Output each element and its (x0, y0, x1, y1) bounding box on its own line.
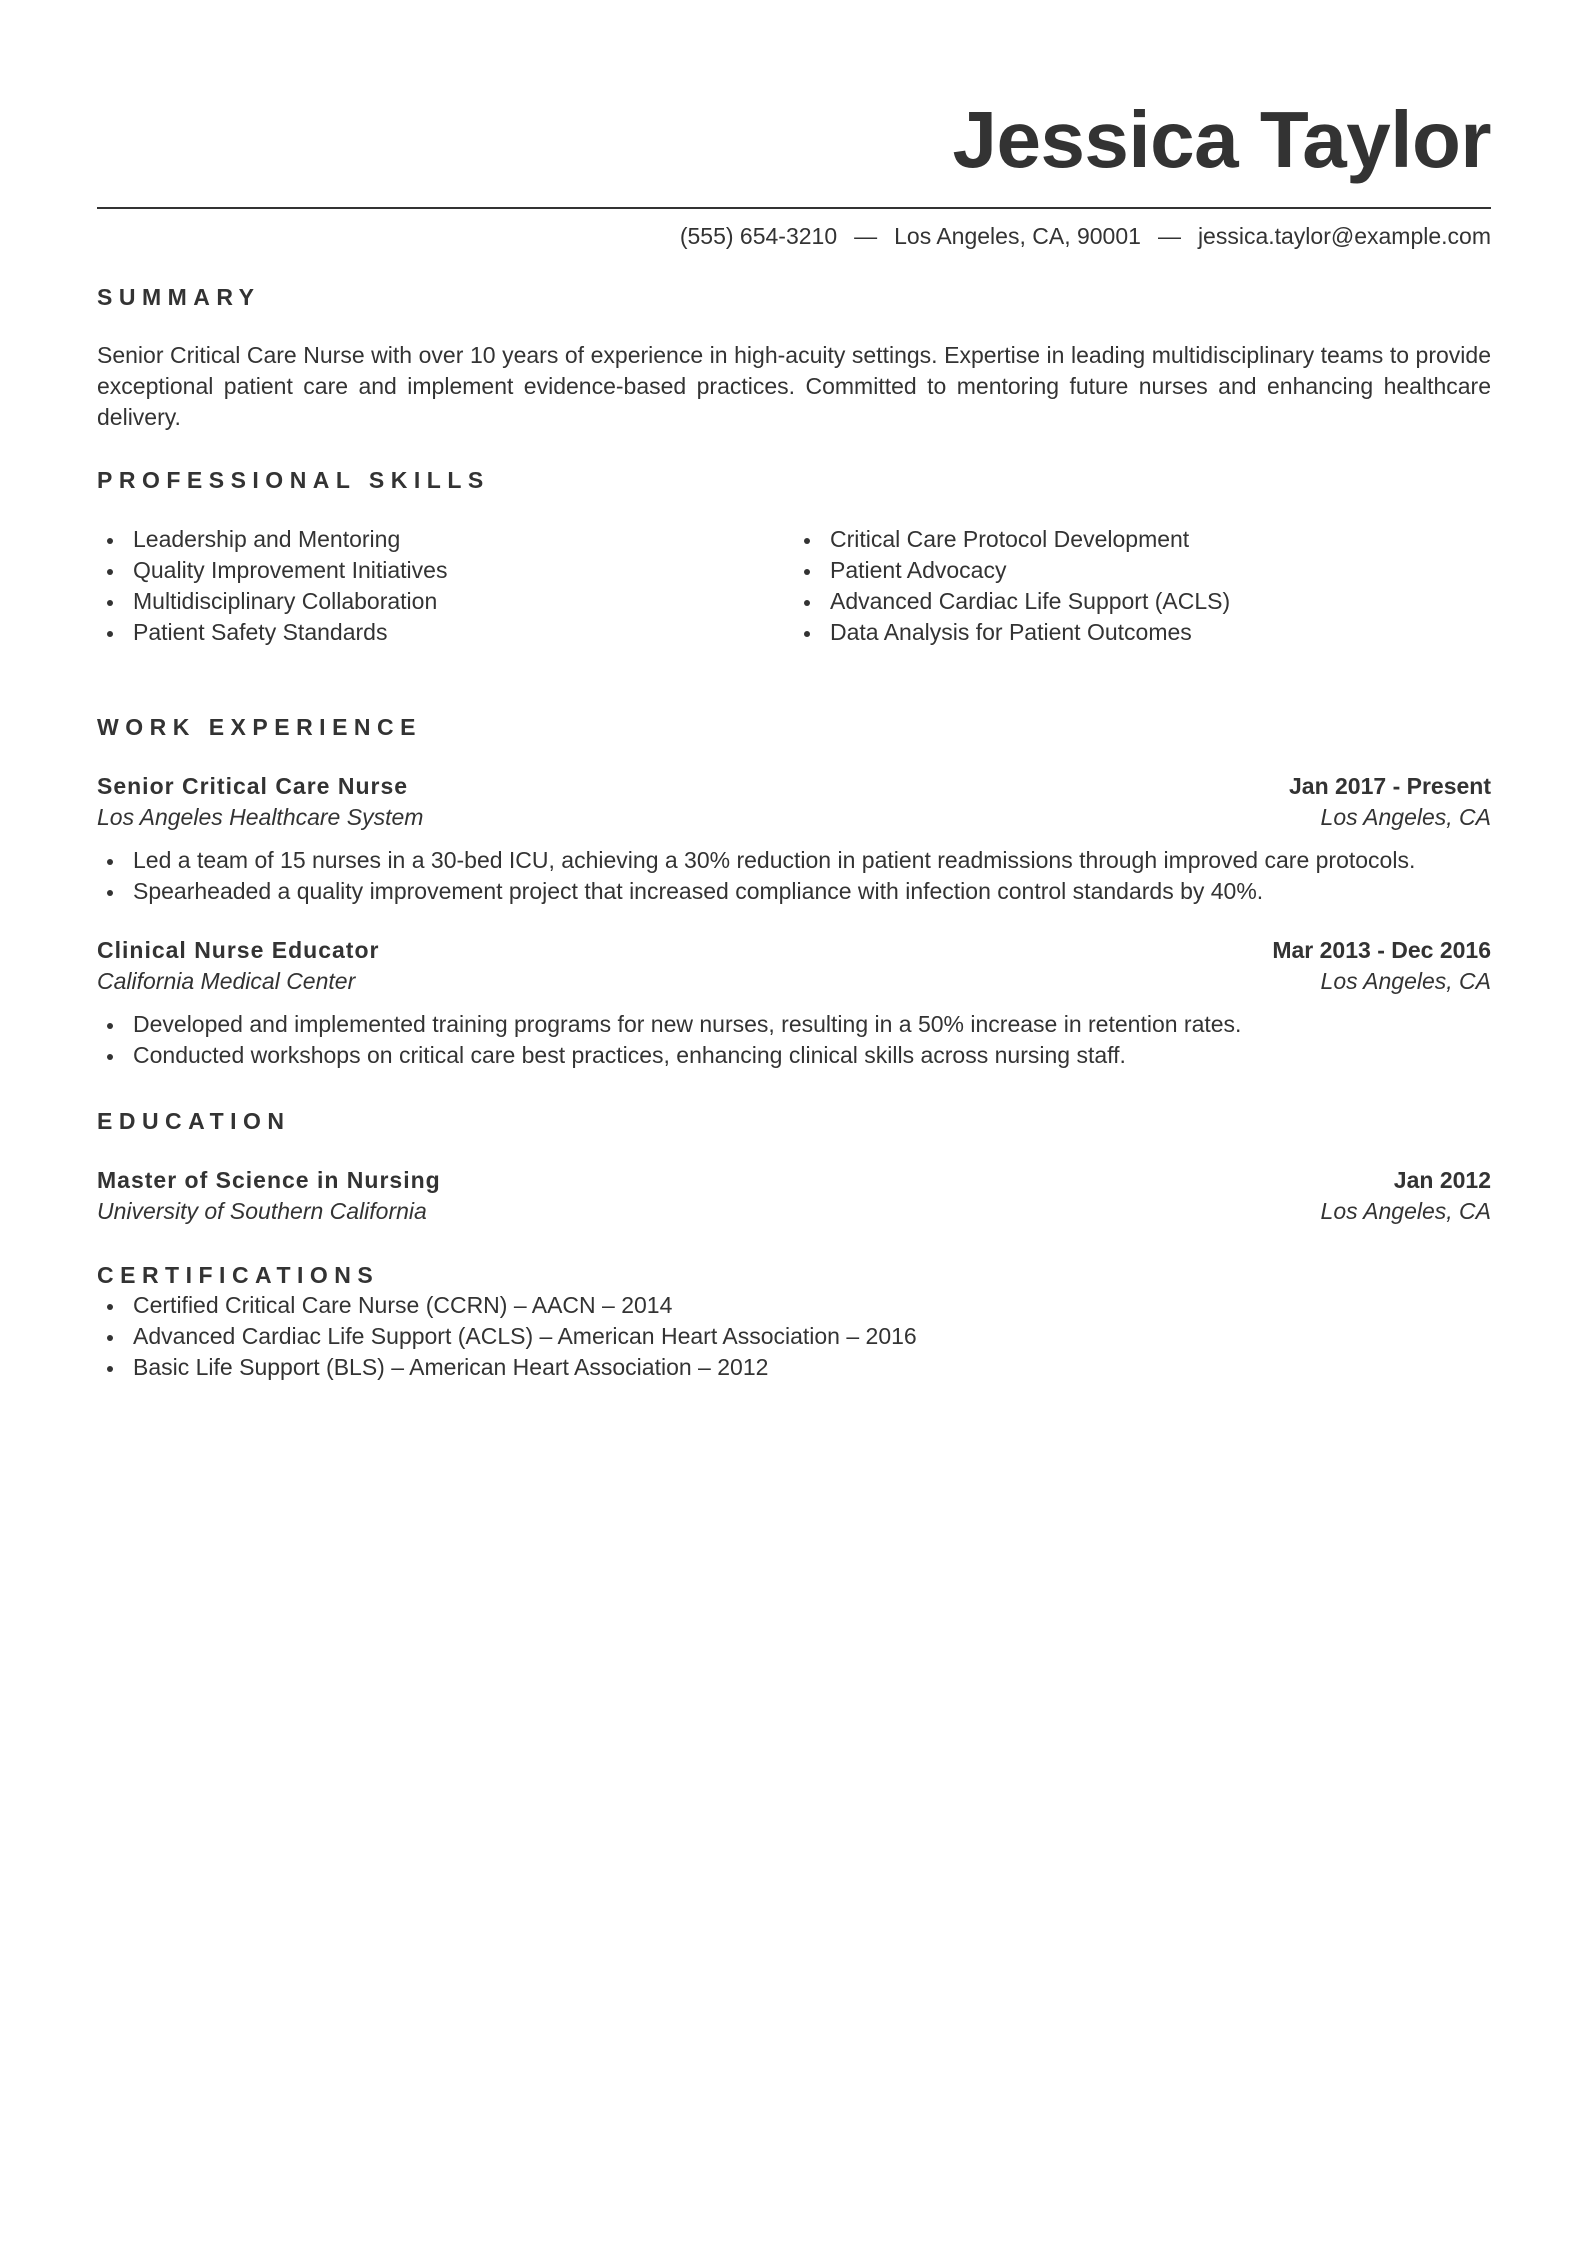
summary-text: Senior Critical Care Nurse with over 10 years of experience in high-acuity settings. Expertise in leading multidisciplinary teams to provide exceptional patient care and implement evidence-based practices. Committed to mentoring future nurses and enhancing healthcare delivery. (97, 342, 1491, 430)
job-entry (97, 935, 1491, 1071)
skills-column-right (794, 524, 1491, 648)
skill-item: Multidisciplinary Collaboration (97, 586, 794, 617)
job-dates: Jan 2017 - Present (1288, 773, 1491, 799)
degree: Master of Science in Nursing (97, 1167, 441, 1193)
skill-item: Advanced Cardiac Life Support (ACLS) (794, 586, 1491, 617)
education-entry (97, 1165, 1491, 1227)
certification-item: Certified Critical Care Nurse (CCRN) – AACN – 2014 (97, 1290, 1491, 1321)
job-title: Senior Critical Care Nurse (97, 773, 409, 799)
job-dates: Mar 2013 - Dec 2016 (1272, 937, 1491, 963)
job-bullet: Developed and implemented training programs for new nurses, resulting in a 50% increase in retention rates. (97, 1009, 1491, 1040)
job-entry (97, 771, 1491, 907)
job-bullet: Led a team of 15 nurses in a 30-bed ICU, achieving a 30% reduction in patient readmissions through improved care protocols. (97, 845, 1491, 876)
skill-item: Patient Safety Standards (97, 617, 794, 648)
work-experience-heading: WORK EXPERIENCE (97, 714, 422, 740)
certification-item: Advanced Cardiac Life Support (ACLS) – American Heart Association – 2016 (97, 1321, 1491, 1352)
job-location: Los Angeles, CA (1320, 804, 1491, 830)
education-heading: EDUCATION (97, 1108, 291, 1134)
certifications-heading: CERTIFICATIONS (97, 1262, 380, 1288)
school: University of Southern California (97, 1198, 427, 1224)
job-location: Los Angeles, CA (1320, 968, 1491, 994)
graduation-date: Jan 2012 (1393, 1167, 1491, 1193)
skills-grid (97, 524, 1491, 648)
certification-item: Basic Life Support (BLS) – American Heart Association – 2012 (97, 1352, 1491, 1383)
job-bullet: Spearheaded a quality improvement project that increased compliance with infection control standards by 40%. (97, 876, 1491, 907)
skill-item: Data Analysis for Patient Outcomes (794, 617, 1491, 648)
skills-column-left (97, 524, 794, 648)
candidate-name: Jessica Taylor (952, 95, 1491, 184)
contact-separator: — (1157, 223, 1181, 249)
contact-location: Los Angeles, CA, 90001 (894, 223, 1141, 249)
job-title: Clinical Nurse Educator (97, 937, 380, 963)
job-organization: Los Angeles Healthcare System (97, 804, 424, 830)
skills-heading: PROFESSIONAL SKILLS (97, 467, 490, 493)
skill-item: Quality Improvement Initiatives (97, 555, 794, 586)
contact-email[interactable]: jessica.taylor@example.com (1197, 223, 1491, 249)
summary-heading: SUMMARY (97, 284, 261, 310)
contact-phone: (555) 654-3210 (679, 223, 838, 249)
school-location: Los Angeles, CA (1320, 1198, 1491, 1224)
job-bullet: Conducted workshops on critical care best practices, enhancing clinical skills across nursing staff. (97, 1040, 1491, 1071)
skill-item: Leadership and Mentoring (97, 524, 794, 555)
contact-separator: — (854, 223, 878, 249)
skill-item: Patient Advocacy (794, 555, 1491, 586)
header-divider (97, 207, 1491, 209)
contact-line (97, 221, 1491, 251)
skill-item: Critical Care Protocol Development (794, 524, 1491, 555)
certifications-list (97, 1290, 1491, 1383)
job-organization: California Medical Center (97, 968, 356, 994)
